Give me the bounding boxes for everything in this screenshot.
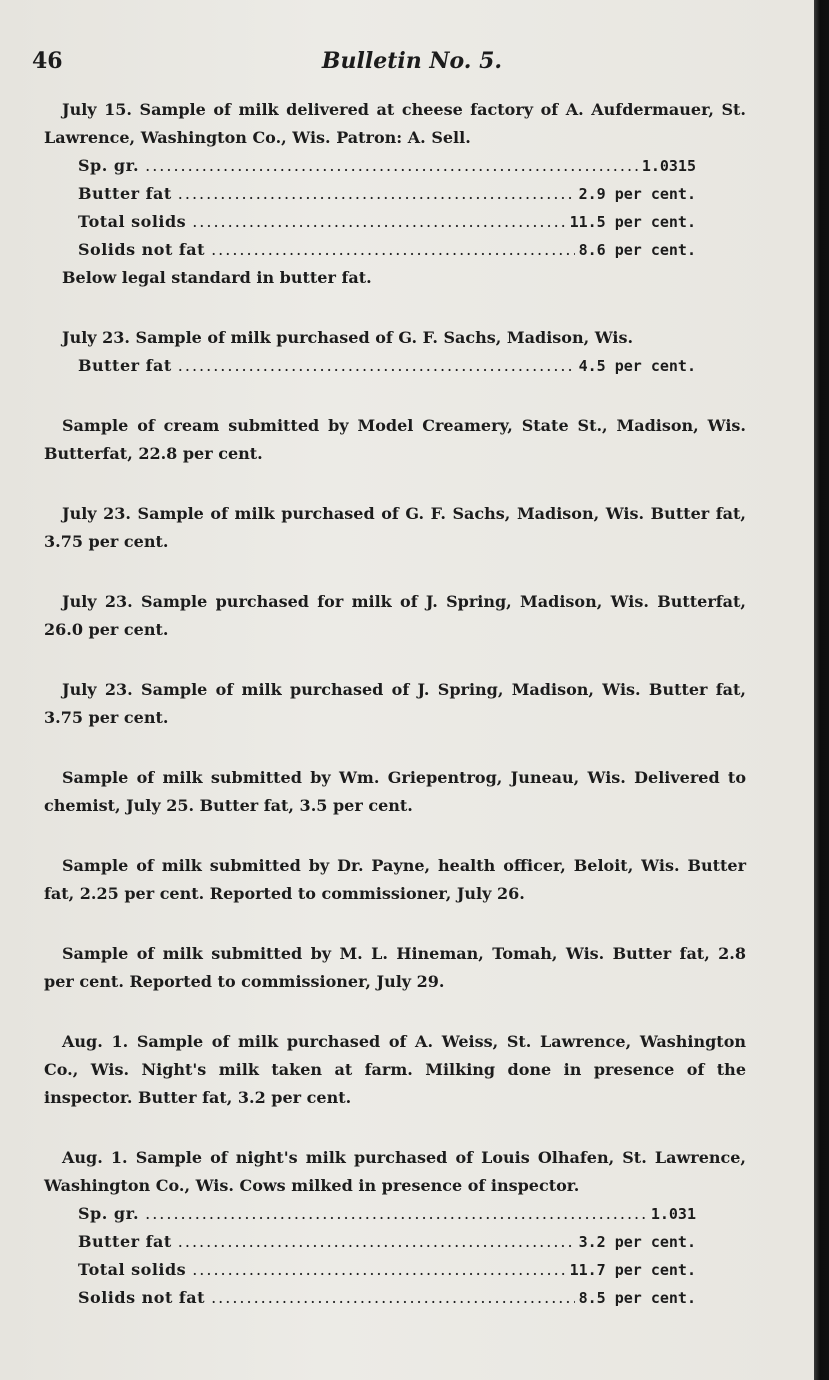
row-label: Total solids [78, 1260, 187, 1279]
row-value: 1.0315 [641, 157, 696, 175]
leader-dots [178, 352, 575, 380]
entry-text: Sample of cream submitted by Model Creamery, State St., Madison, Wis. Butterfat, 22.8 per cent. [44, 416, 746, 463]
row-label: Solids not fat [78, 1288, 206, 1307]
analysis-row [78, 1228, 696, 1256]
entry-payne [44, 852, 746, 908]
analysis-table [78, 352, 696, 380]
entry-text: Aug. 1. Sample of milk purchased of A. Weiss, St. Lawrence, Washington Co., Wis. Night's milk taken at farm. Milking done in presence of the inspector. Butter fat, 3.2 per cent. [44, 1032, 746, 1107]
page-edge-shadow [814, 0, 829, 1380]
entry-model-creamery [44, 412, 746, 468]
analysis-row [78, 352, 696, 380]
row-label: Solids not fat [78, 240, 206, 259]
row-label: Sp. gr. [78, 156, 140, 175]
entry-text: July 23. Sample purchased for milk of J. Spring, Madison, Wis. Butterfat, 26.0 per cent. [44, 592, 746, 639]
row-value: 3.2 per cent. [578, 1233, 696, 1251]
entry-spring-2 [44, 676, 746, 732]
analysis-row [78, 1284, 696, 1312]
entry-sachs-2 [44, 500, 746, 556]
row-label: Butter fat [78, 184, 172, 203]
analysis-row [78, 1256, 696, 1284]
row-label: Total solids [78, 212, 187, 231]
entry-text: July 23. Sample of milk purchased of J. Spring, Madison, Wis. Butter fat, 3.75 per cent. [44, 680, 746, 727]
entry-aufdermauer [44, 96, 746, 292]
leader-dots [145, 1200, 647, 1228]
row-label: Butter fat [78, 356, 172, 375]
entry-text: Sample of milk submitted by Wm. Griepentrog, Juneau, Wis. Delivered to chemist, July 25. Butter fat, 3.5 per cent. [44, 768, 746, 815]
analysis-row [78, 208, 696, 236]
leader-dots [178, 180, 575, 208]
leader-dots [192, 208, 565, 236]
analysis-row [78, 180, 696, 208]
leader-dots [211, 1284, 575, 1312]
page-body [44, 96, 746, 1344]
row-value: 2.9 per cent. [578, 185, 696, 203]
entry-spring-1 [44, 588, 746, 644]
entry-text: July 23. Sample of milk purchased of G. F. Sachs, Madison, Wis. [62, 328, 634, 347]
analysis-row [78, 152, 696, 180]
entry-text: July 15. Sample of milk delivered at cheese factory of A. Aufdermauer, St. Lawrence, Washington Co., Wis. Patron: A. Sell. [44, 100, 746, 147]
entry-text: Sample of milk submitted by Dr. Payne, health officer, Beloit, Wis. Butter fat, 2.25 per cent. Reported to commissioner, July 26. [44, 856, 746, 903]
leader-dots [211, 236, 575, 264]
entry-text: July 23. Sample of milk purchased of G. F. Sachs, Madison, Wis. Butter fat, 3.75 per cent. [44, 504, 746, 551]
page-header [32, 48, 792, 80]
entry-sachs-1 [44, 324, 746, 380]
leader-dots [178, 1228, 575, 1256]
entry-note: Below legal standard in butter fat. [62, 268, 372, 287]
entry-hineman [44, 940, 746, 996]
analysis-table [78, 1200, 696, 1312]
entry-griepentrog [44, 764, 746, 820]
entry-text: Aug. 1. Sample of night's milk purchased of Louis Olhafen, St. Lawrence, Washington Co., Wis. Cows milked in presence of inspector. [44, 1148, 746, 1195]
analysis-row [78, 1200, 696, 1228]
row-label: Butter fat [78, 1232, 172, 1251]
entry-weiss [44, 1028, 746, 1112]
entry-olhafen [44, 1144, 746, 1312]
row-label: Sp. gr. [78, 1204, 140, 1223]
row-value: 8.6 per cent. [578, 241, 696, 259]
entry-text: Sample of milk submitted by M. L. Hineman, Tomah, Wis. Butter fat, 2.8 per cent. Reported to commissioner, July 29. [44, 944, 746, 991]
analysis-row [78, 236, 696, 264]
leader-dots [192, 1256, 565, 1284]
row-value: 11.7 per cent. [569, 1261, 696, 1279]
row-value: 11.5 per cent. [569, 213, 696, 231]
row-value: 4.5 per cent. [578, 357, 696, 375]
row-value: 1.031 [650, 1205, 696, 1223]
running-title: Bulletin No. 5. [321, 48, 503, 74]
leader-dots [145, 152, 638, 180]
page-number: 46 [32, 48, 63, 74]
row-value: 8.5 per cent. [578, 1289, 696, 1307]
analysis-table [78, 152, 696, 264]
